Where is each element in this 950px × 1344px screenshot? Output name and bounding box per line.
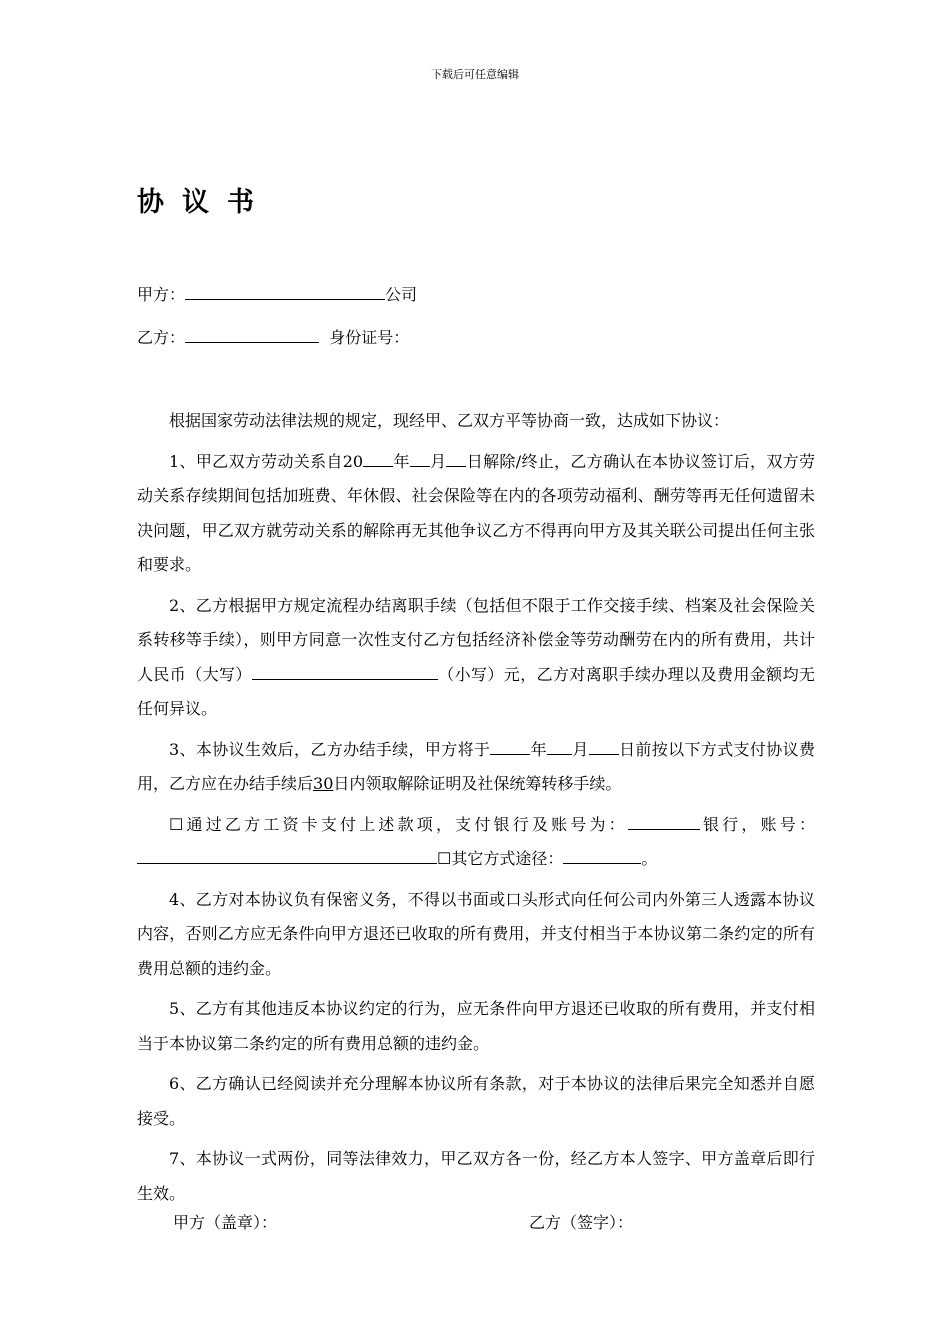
party-a-signature: 甲方（盖章）： (173, 1213, 278, 1232)
id-label: 身份证号： (329, 328, 410, 347)
clause-7: 7、本协议一式两份，同等法律效力，甲乙双方各一份，经乙方本人签字、甲方盖章后即行生效。 (137, 1149, 815, 1203)
payment-method: ☐通过乙方工资卡支付上述款项，支付银行及账号为： 银行，账号：☐其它方式途径： 。 (137, 808, 815, 877)
company-blank (185, 284, 385, 300)
page-title: 协议书 (137, 187, 272, 218)
name-blank (185, 327, 319, 343)
payment-checkbox: ☐ (169, 814, 184, 834)
party-a-label: 甲方： (137, 285, 186, 304)
clause-6: 6、乙方确认已经阅读并充分理解本协议所有条款，对于本协议的法律后果完全知悉并自愿接受。 (137, 1074, 815, 1128)
clause-5: 5、乙方有其他违反本协议约定的行为，应无条件向甲方退还已收取的所有费用，并支付相当于本协议第二条约定的所有费用总额的违约金。 (137, 999, 815, 1053)
header-note: 下载后可任意编辑 (431, 68, 519, 81)
intro-paragraph: 根据国家劳动法律法规的规定，现经甲、乙双方平等协商一致，达成如下协议： (169, 411, 730, 430)
clause-2: 2、乙方根据甲方规定流程办结离职手续（包括但不限于工作交接手续、档案及社会保险关系转移等手续），则甲方同意一次性支付乙方包括经济补偿金等劳动酬劳在内的所有费用，共计人民币（大写） （小写）元，乙方对离职手续办理以及费用金额均无任何异议。 (137, 595, 815, 718)
party-b-label: 乙方： (137, 328, 186, 347)
agreement-body (137, 404, 815, 1211)
clause-3: 3、本协议生效后，乙方办结手续，甲方将于 年 月 日前按以下方式支付协议费用，乙方应在办结手续后30日内领取解除证明及社保统筹转移手续。 (137, 739, 815, 793)
party-b-line (137, 325, 409, 348)
party-a-line (137, 282, 417, 305)
clause-4: 4、乙方对本协议负有保密义务，不得以书面或口头形式向任何公司内外第三人透露本协议内容，否则乙方应无条件向甲方退还已收取的所有费用，并支付相当于本协议第二条约定的所有费用总额的违约金。 (137, 889, 815, 978)
clause-1: 1、甲乙双方劳动关系自20 年 月 日解除/终止，乙方确认在本协议签订后，双方劳动关系存续期间包括加班费、年休假、社会保险等在内的各项劳动福利、酬劳等再无任何遗留未决问题，甲乙双方就劳动关系的解除再无其他争议乙方不得再向甲方及其关联公司提出任何主张和要求。 (137, 451, 815, 574)
party-b-signature: 乙方（签字）： (529, 1213, 634, 1232)
other-checkbox: ☐ (437, 849, 452, 868)
party-a-suffix: 公司 (385, 285, 418, 304)
